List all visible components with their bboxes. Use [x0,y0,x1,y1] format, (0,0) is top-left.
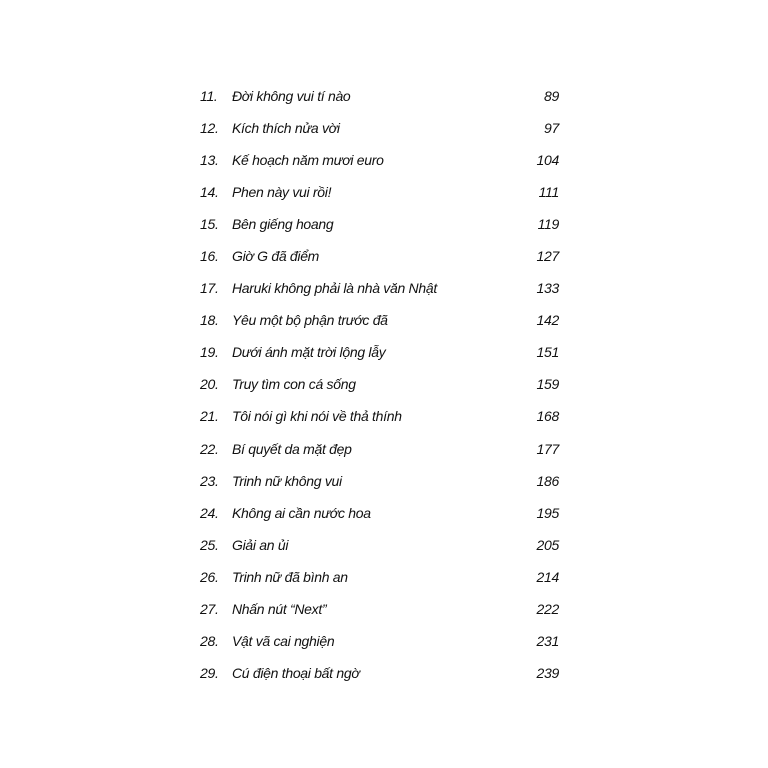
toc-entry [0,370,768,402]
toc-entry-number: 27. [200,600,219,617]
toc-entry-number: 18. [200,312,219,329]
toc-entry-title: Đời không vui tí nào [232,88,351,104]
toc-entry-number: 22. [200,440,219,457]
toc-entry-page: 186 [536,472,559,489]
toc-entry-title: Tôi nói gì khi nói về thả thính [232,408,402,425]
toc-entry [0,499,768,531]
toc-entry-page: 222 [536,600,559,617]
toc-entry-page: 142 [536,312,559,329]
toc-entry-number: 25. [200,536,219,553]
toc-entry-page: 177 [536,440,559,457]
toc-entry-title: Yêu một bộ phận trước đã [232,312,388,329]
toc-entry-page: 239 [536,664,559,681]
toc-entry-title: Nhấn nút “Next” [232,600,327,617]
toc-entry-page: 159 [536,376,559,393]
toc-entry-title: Phen này vui rồi! [232,184,332,201]
toc-entry-number: 23. [200,472,219,489]
toc-entry [0,242,768,274]
toc-entry-page: 168 [536,408,559,425]
toc-entry-page: 205 [536,536,559,553]
toc-entry-title: Dưới ánh mặt trời lộng lẫy [232,344,386,361]
toc-entry [0,531,768,563]
toc-entry-page: 104 [536,152,559,169]
toc-entry [0,210,768,242]
toc-entry-title: Bên giếng hoang [232,216,334,233]
toc-entry [0,659,768,691]
toc-entry-page: 119 [537,216,559,233]
toc-entry [0,178,768,210]
toc-entry-number: 19. [200,344,219,361]
toc-entry-title: Giải an ủi [232,536,289,553]
toc-entry-page: 133 [536,280,559,297]
toc-entry-page: 231 [536,632,559,649]
toc-entry-title: Trinh nữ đã bình an [232,568,348,585]
toc-entry-page: 127 [536,248,559,265]
toc-entry-number: 29. [200,664,219,681]
toc-entry-title: Kế hoạch năm mươi euro [232,152,384,169]
toc-entry-number: 20. [200,376,219,393]
toc-entry-page: 151 [536,344,559,361]
toc-entry-page: 195 [536,504,559,521]
toc-entry-number: 28. [200,632,219,649]
toc-entry-number: 21. [200,408,219,425]
toc-entry-page: 111 [538,184,559,201]
table-of-contents [0,82,768,691]
toc-entry-title: Giờ G đã điểm [232,248,320,265]
toc-entry-number: 16. [200,248,219,265]
toc-entry-title: Bí quyết da mặt đẹp [232,440,352,457]
toc-entry [0,82,768,114]
toc-entry-number: 26. [200,568,219,585]
toc-entry [0,467,768,499]
toc-entry-number: 15. [200,216,219,233]
toc-entry-number: 11. [200,88,218,104]
toc-entry [0,114,768,146]
toc-entry-number: 13. [200,152,219,169]
toc-entry-number: 24. [200,504,219,521]
toc-entry-number: 17. [200,280,219,297]
toc-entry [0,402,768,434]
toc-entry-number: 14. [200,184,219,201]
toc-entry [0,627,768,659]
toc-entry-title: Cú điện thoại bất ngờ [232,664,360,681]
toc-entry-title: Kích thích nửa vời [232,120,340,137]
toc-entry-title: Trinh nữ không vui [232,472,342,489]
toc-entry [0,595,768,627]
toc-entry-page: 89 [544,88,559,104]
toc-entry-number: 12. [200,120,219,137]
toc-entry-page: 97 [544,120,559,137]
toc-entry-title: Không ai cần nước hoa [232,504,371,521]
toc-entry [0,435,768,467]
toc-entry-title: Truy tìm con cá sống [232,376,356,393]
toc-entry [0,274,768,306]
toc-entry-title: Haruki không phải là nhà văn Nhật [232,280,437,297]
toc-entry [0,338,768,370]
toc-entry [0,563,768,595]
toc-entry-title: Vật vã cai nghiện [232,632,335,649]
toc-entry [0,306,768,338]
toc-entry-page: 214 [536,568,559,585]
toc-entry [0,146,768,178]
